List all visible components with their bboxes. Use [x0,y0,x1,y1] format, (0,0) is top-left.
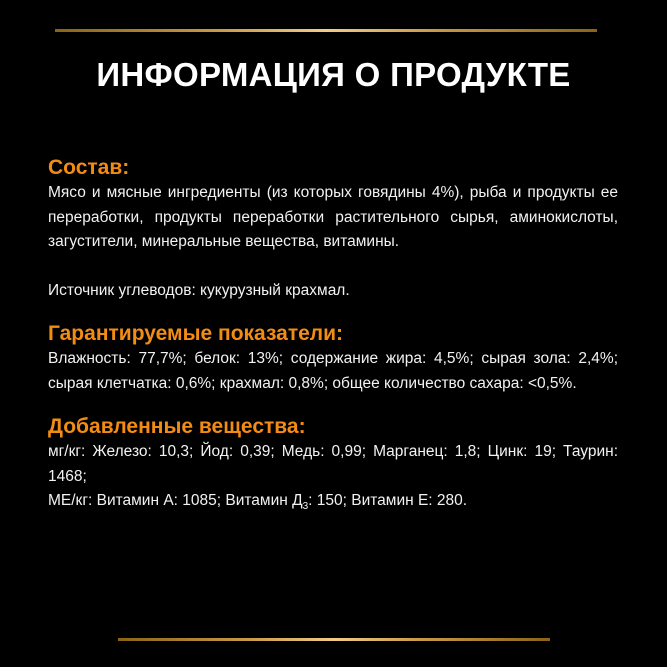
me-kg-suffix: : 150; Витамин Е: 280. [308,492,468,509]
page-title: ИНФОРМАЦИЯ О ПРОДУКТЕ [96,56,571,93]
guaranteed-heading: Гарантируемые показатели: [48,322,344,345]
bottom-gold-divider [118,638,550,641]
additives-mg-kg-text: мг/кг: Железо: 10,3; Йод: 0,39; Медь: 0,99; Марганец: 1,8; Цинк: 19; Таурин: 1468; [48,443,618,485]
composition-text: Мясо и мясные ингредиенты (из которых говядины 4%), рыба и продукты ее переработки, продукты переработки растительного сырья, аминокислоты, загустители, минеральные вещества, витамины. [48,184,618,250]
guaranteed-text: Влажность: 77,7%; белок: 13%; содержание жира: 4,5%; сырая зола: 2,4%; сырая клетчатка: 0,6%; крахмал: 0,8%; общее количество сахара: <0,5%. [48,350,618,392]
composition-heading: Состав: [48,156,130,179]
additives-heading: Добавленные вещества: [48,415,306,438]
vitamin-d-subscript: 3 [302,501,309,512]
product-info-content [48,155,618,520]
carb-source-text: Источник углеводов: кукурузный крахмал. [48,281,350,299]
me-kg-prefix: МЕ/кг: Витамин А: 1085; Витамин Д [48,492,303,509]
top-gold-divider [55,29,597,32]
additives-me-kg-text [48,489,618,520]
